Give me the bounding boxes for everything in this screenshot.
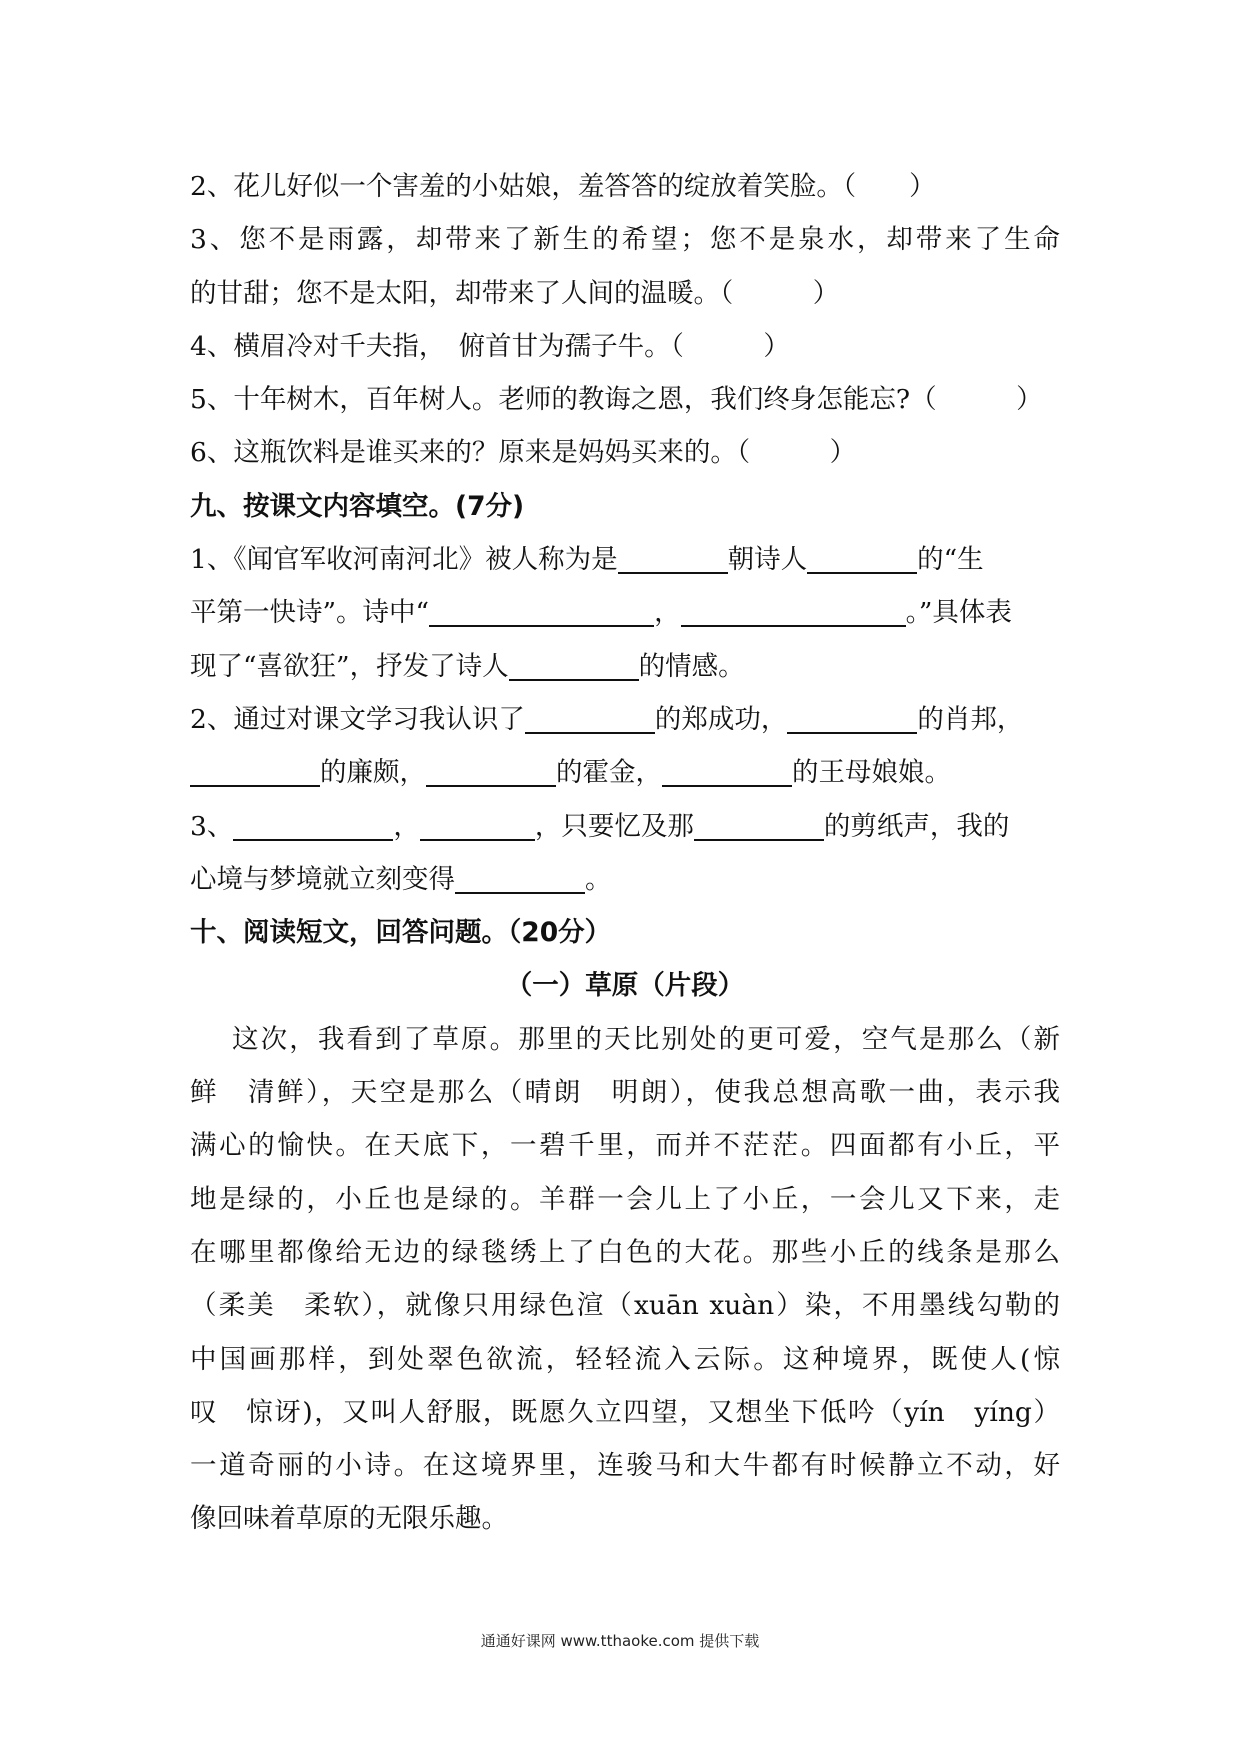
passage-line: 鲜 清鲜），天空是那么（晴朗 明朗），使我总想高歌一曲，表示我: [190, 1077, 1060, 1109]
page-footer: 通通好课网 www.tthaoke.com 提供下载: [480, 1632, 760, 1650]
text: 2、通过对课文学习我认识了: [190, 703, 525, 735]
q8-item-5: 5、十年树木，百年树人。老师的教诲之恩，我们终身怎能忘?（ ）: [190, 384, 1043, 416]
passage-line: 满心的愉快。在天底下，一碧千里，而并不茫茫。四面都有小丘，平: [190, 1130, 1060, 1162]
text: 的郑成功，: [654, 703, 788, 735]
text: 。”具体表: [905, 597, 1012, 629]
passage-line: 像回味着草原的无限乐趣。: [190, 1503, 508, 1535]
passage-line: 中国画那样，到处翠色欲流，轻轻流入云际。这种境界，既使人(惊: [190, 1343, 1060, 1375]
passage-line: 在哪里都像给无边的绿毯绣上了白色的大花。那些小丘的线条是那么: [190, 1236, 1060, 1268]
answer-blank[interactable]: [233, 807, 393, 841]
answer-blank[interactable]: [429, 593, 654, 627]
section9-title: 九、按课文内容填空。(7分): [190, 490, 525, 522]
answer-blank[interactable]: [420, 807, 535, 841]
s9-q1-line1: [190, 533, 1060, 586]
passage-line: 这次，我看到了草原。那里的天比别处的更可爱，空气是那么（新: [232, 1023, 1060, 1055]
text: 的情感。: [638, 650, 745, 682]
answer-blank[interactable]: [681, 593, 906, 627]
s9-q1-line3: [190, 640, 1060, 693]
text: 现了“喜欲狂”，抒发了诗人: [190, 650, 509, 682]
answer-blank[interactable]: [525, 700, 655, 734]
text: 1、《闻官军收河南河北》被人称为是: [190, 544, 618, 576]
answer-blank[interactable]: [807, 540, 917, 574]
s9-q1-line2: [190, 586, 1060, 639]
section10-title: 十、阅读短文，回答问题。（20分）: [190, 917, 612, 949]
answer-blank[interactable]: [509, 647, 639, 681]
text: 心境与梦境就立刻变得: [190, 863, 455, 895]
text: 。: [585, 863, 612, 895]
answer-blank[interactable]: [694, 807, 824, 841]
passage-line: 地是绿的，小丘也是绿的。羊群一会儿上了小丘，一会儿又下来，走: [190, 1183, 1060, 1215]
answer-blank[interactable]: [662, 753, 792, 787]
text: 的剪纸声，我的: [823, 810, 1010, 842]
text: 的王母娘娘。: [792, 757, 951, 789]
text: 的霍金，: [556, 757, 662, 789]
text: 平第一快诗”。诗中“: [190, 597, 430, 629]
passage-line: 叹 惊讶)，又叫人舒服，既愿久立四望，又想坐下低吟（yín yíng）: [190, 1396, 1060, 1428]
q8-item-4: 4、横眉冷对千夫指， 俯首甘为孺子牛。（ ）: [190, 330, 790, 362]
q8-item-3-line1: 3、您不是雨露，却带来了新生的希望；您不是泉水，却带来了生命: [190, 224, 1060, 256]
text: 3、: [190, 810, 234, 842]
q8-item-3-line2: 的甘甜；您不是太阳，却带来了人间的温暖。（ ）: [190, 277, 840, 309]
s9-q3-line1: [190, 800, 1060, 853]
page-content: [190, 160, 1060, 1546]
s9-q3-line2: [190, 853, 1060, 906]
answer-blank[interactable]: [426, 753, 556, 787]
text: 朝诗人: [727, 544, 808, 576]
text: ，只要忆及那: [534, 810, 694, 842]
text: 的肖邦，: [917, 703, 1024, 735]
answer-blank[interactable]: [190, 753, 320, 787]
s9-q2-line1: [190, 693, 1060, 746]
passage-line: （柔美 柔软），就像只用绿色渲（xuān xuàn）染，不用墨线勾勒的: [190, 1290, 1060, 1322]
text: 的“生: [917, 544, 984, 576]
text: ，: [654, 597, 681, 629]
text: 的廉颇，: [320, 757, 426, 789]
q8-item-6: 6、这瓶饮料是谁买来的？原来是妈妈买来的。（ ）: [190, 437, 857, 469]
passage-line: 一道奇丽的小诗。在这境界里，连骏马和大牛都有时候静立不动，好: [190, 1450, 1060, 1482]
answer-blank[interactable]: [787, 700, 917, 734]
text: ，: [393, 810, 420, 842]
passage-title: （一）草原（片段）: [505, 970, 745, 1002]
q8-item-2: 2、花儿好似一个害羞的小姑娘，羞答答的绽放着笑脸。（ ）: [190, 171, 936, 202]
answer-blank[interactable]: [618, 540, 728, 574]
answer-blank[interactable]: [455, 860, 585, 894]
s9-q2-line2: [190, 746, 1060, 799]
